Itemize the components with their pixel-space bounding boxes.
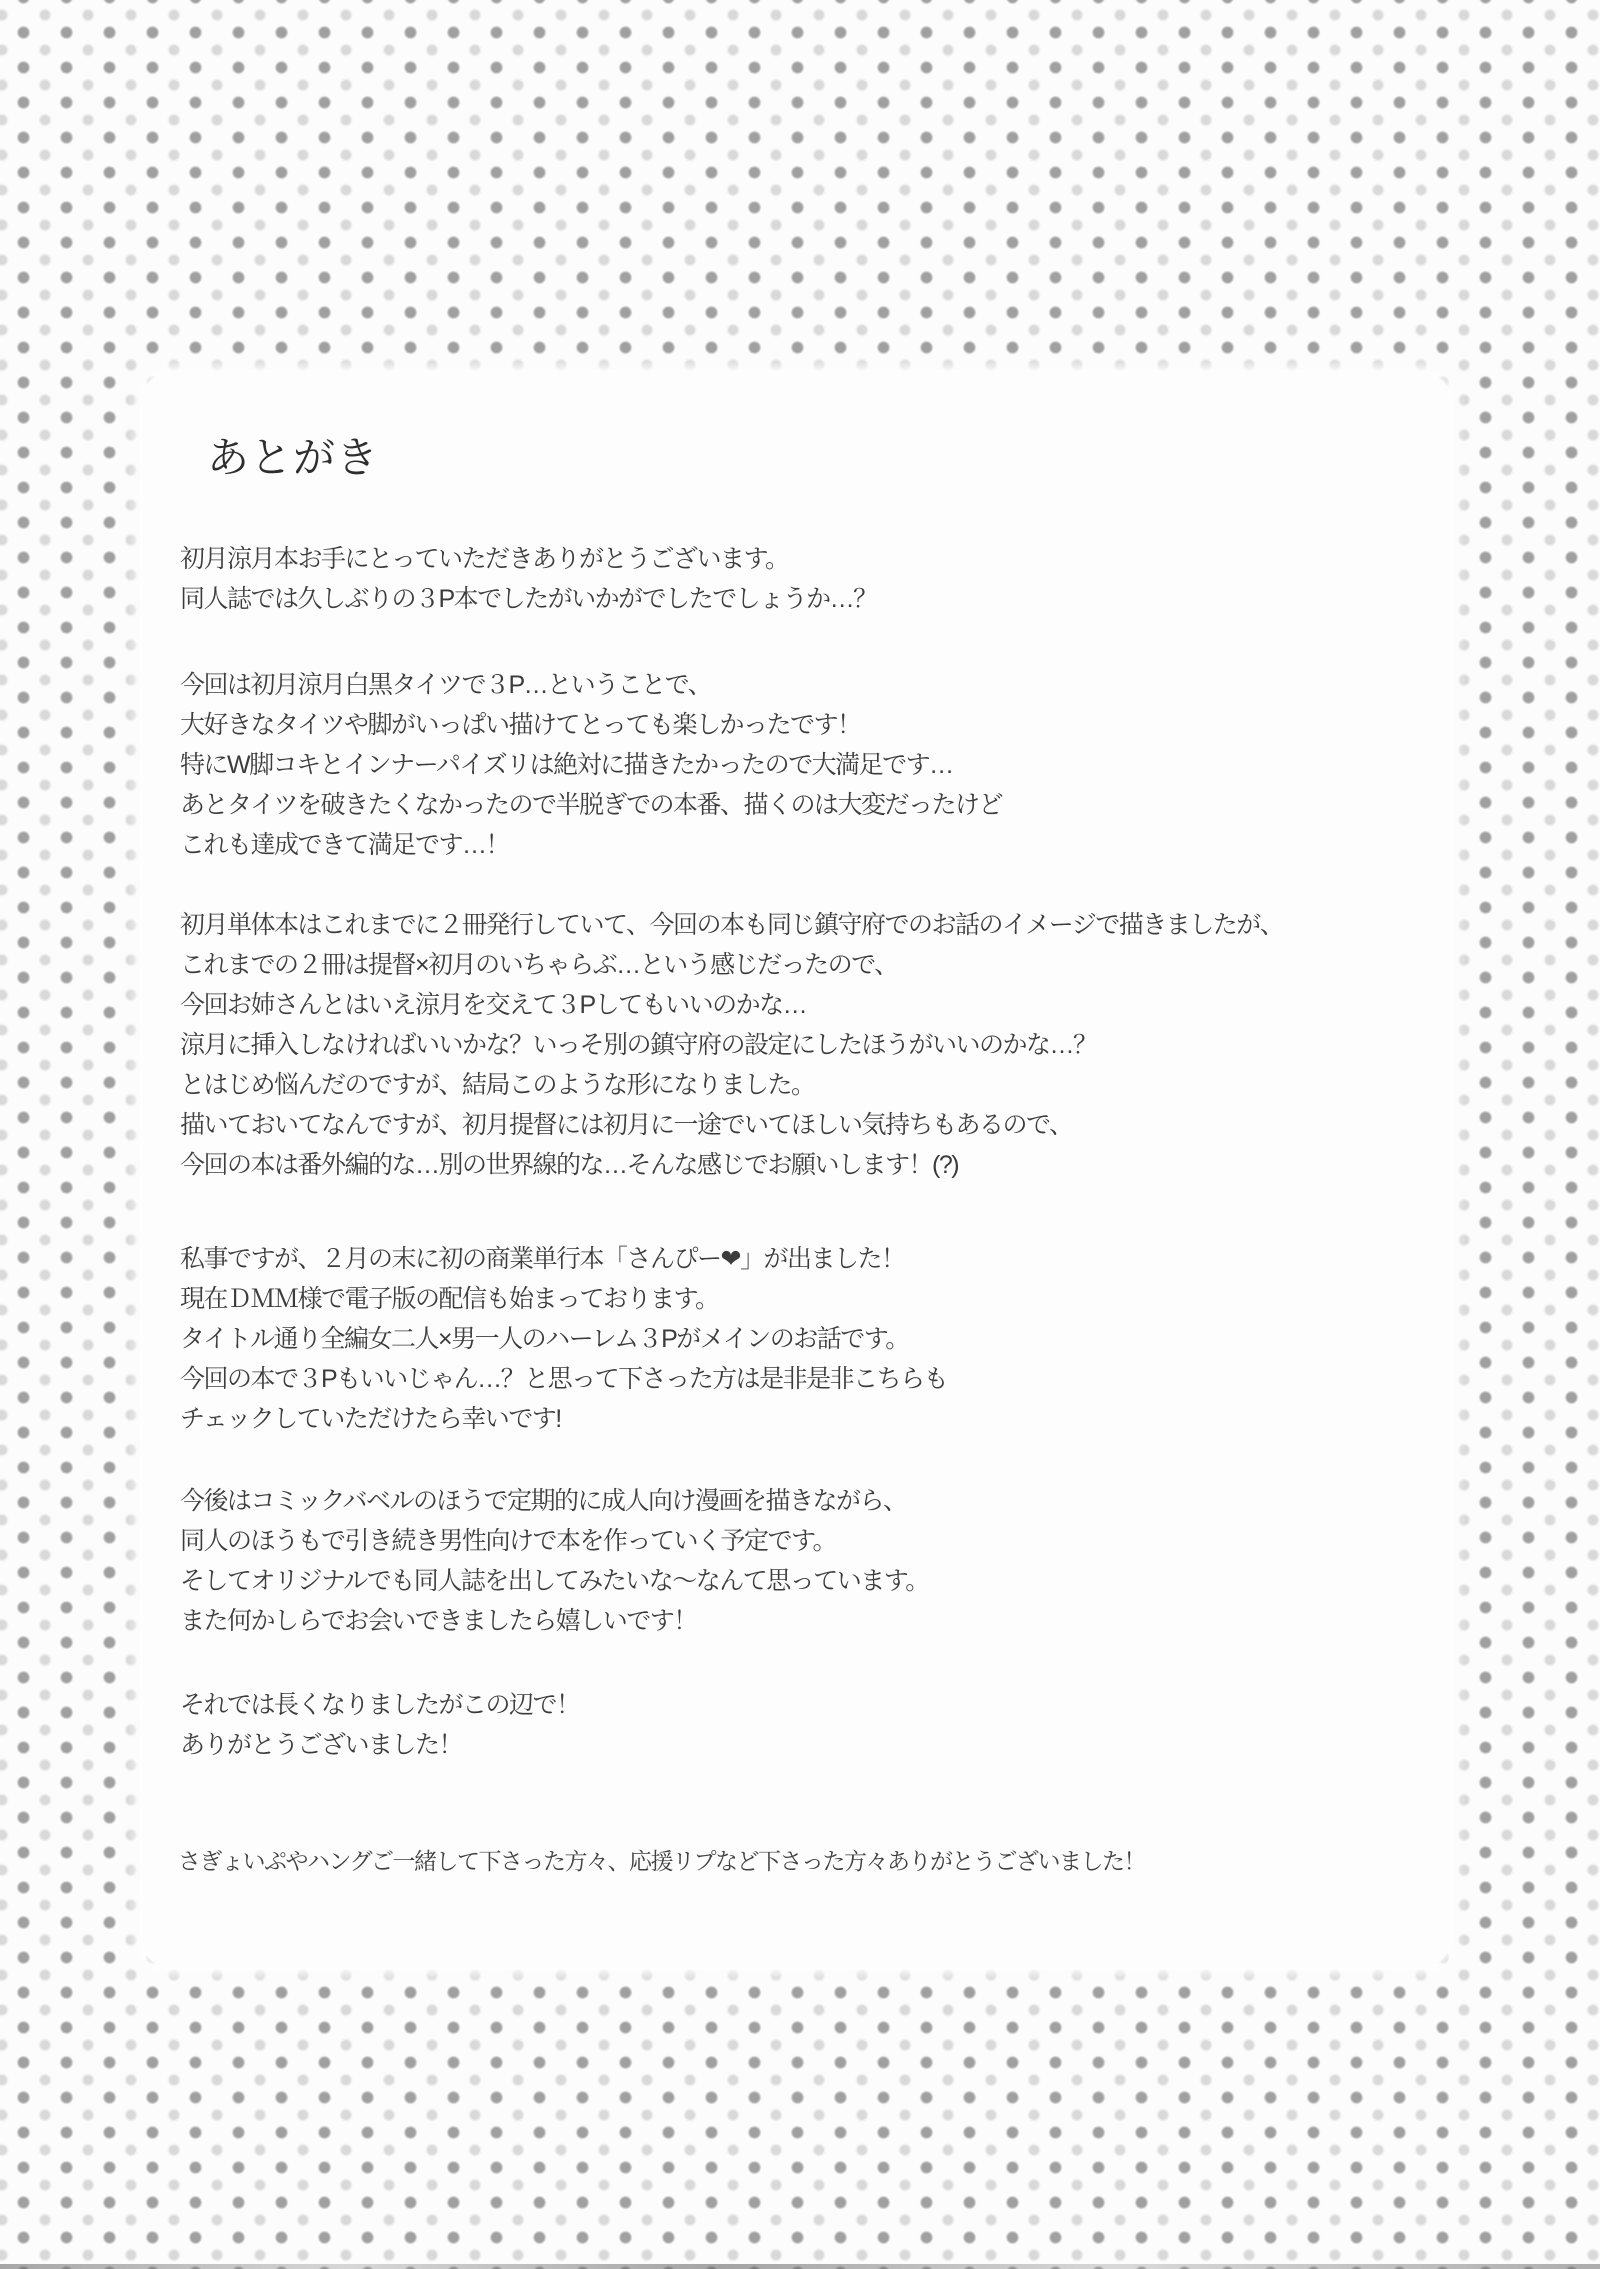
text-line: ありがとうございました！ <box>180 1731 463 1759</box>
page-title: あとがき <box>207 434 380 481</box>
text-line: 描いておいてなんですが、初月提督には初月に一途でいてほしい気持ちもあるので、 <box>180 1111 1073 1139</box>
text-line: チェックしていただけたら幸いです! <box>180 1405 561 1433</box>
text-line: 特にW脚コキとインナーパイズリは絶対に描きたかったので大満足です… <box>180 751 953 779</box>
text-line: そしてオリジナルでも同人誌を出してみたいな～なんて思っています。 <box>180 1567 929 1595</box>
text-line: 今回は初月涼月白黒タイツで３P…ということで、 <box>180 671 712 699</box>
thanks-note: さぎょいぷやハングご一緒して下さった方々、応援リプなど下さった方々ありがとうございました！ <box>178 1848 1146 1874</box>
text-line: 同人誌では久しぶりの３P本でしたがいかがでしたでしょうか…？ <box>180 585 877 613</box>
paragraph-closing <box>180 1685 1430 1765</box>
text-line: これまでの２冊は提督×初月のいちゃらぶ…という感じだったので、 <box>180 951 898 979</box>
text-line: 同人のほうもで引き続き男性向けで本を作っていく予定です。 <box>180 1527 837 1555</box>
text-line: 私事ですが、２月の末に初の商業単行本「さんぴー❤」が出ました！ <box>180 1245 905 1273</box>
text-line: 初月涼月本お手にとっていただきありがとうございます。 <box>180 545 789 573</box>
scan-bottom-edge <box>0 2264 1600 2269</box>
text-line: 初月単体本はこれまでに２冊発行していて、今回の本も同じ鎮守府でのお話のイメージで描きましたが、 <box>180 911 1284 939</box>
paragraph-greeting <box>180 539 1430 619</box>
paragraph-commercial-book <box>180 1239 1430 1439</box>
text-line: 今回の本は番外編的な…別の世界線的な…そんな感じでお願いします！(?) <box>180 1151 959 1179</box>
text-line: それでは長くなりましたがこの辺で！ <box>180 1691 580 1719</box>
text-line: また何かしらでお会いできましたら嬉しいです！ <box>180 1607 697 1635</box>
text-line: 今回お姉さんとはいえ涼月を交えて３Pしてもいいのかな… <box>180 991 807 1019</box>
text-line: 現在ＤＭＭ様で電子版の配信も始まっております。 <box>180 1285 719 1313</box>
text-line: これも達成できて満足です…！ <box>180 831 510 859</box>
paragraph-future-plans <box>180 1481 1430 1641</box>
text-line: とはじめ悩んだのですが、結局このような形になりました。 <box>180 1071 815 1099</box>
text-line: あとタイツを破きたくなかったので半脱ぎでの本番、描くのは大変だったけど <box>180 791 1003 819</box>
text-line: 大好きなタイツや脚がいっぱい描けてとっても楽しかったです！ <box>180 711 861 739</box>
text-line: 今後はコミックバベルのほうで定期的に成人向け漫画を描きながら、 <box>180 1487 907 1515</box>
paragraph-series-notes <box>180 905 1430 1185</box>
text-line: 今回の本で３Pもいいじゃん…？と思って下さった方は是非是非こちらも <box>180 1365 948 1393</box>
text-line: 涼月に挿入しなければいいかな？いっそ別の鎮守府の設定にしたほうがいいのかな…？ <box>180 1031 1097 1059</box>
afterword-panel <box>143 373 1450 1967</box>
text-line: タイトル通り全編女二人×男一人のハーレム３Pがメインのお話です。 <box>180 1325 909 1353</box>
paragraph-theme <box>180 665 1430 865</box>
